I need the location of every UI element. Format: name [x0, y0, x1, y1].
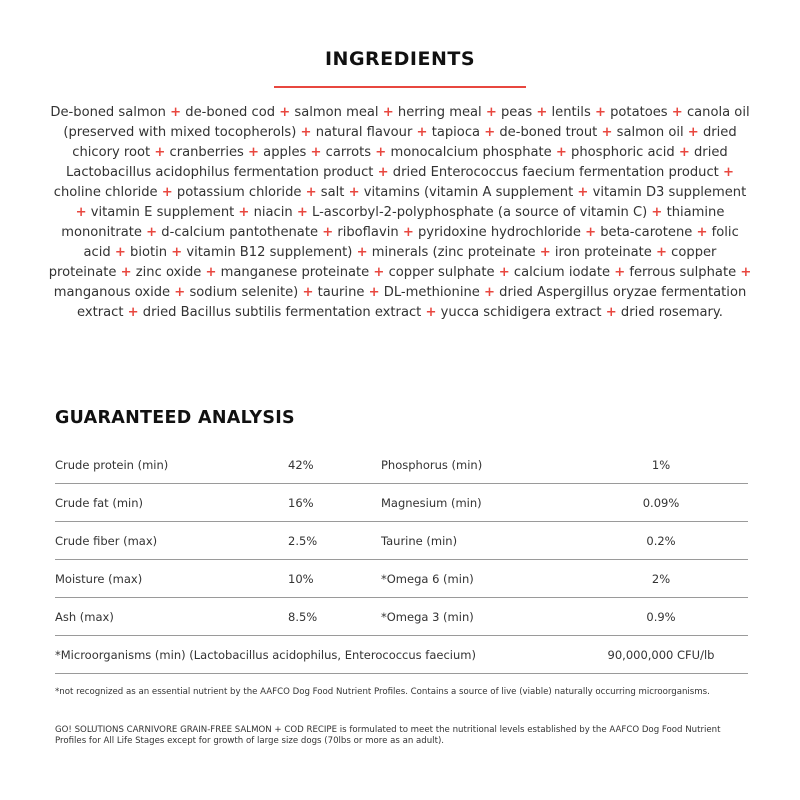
- ingredient-item: monocalcium phosphate: [390, 145, 552, 160]
- ingredient-item: vitamin E supplement: [90, 205, 235, 220]
- ingredient-item: dried Bacillus subtilis fermentation extract: [142, 305, 422, 320]
- analysis-row: [55, 598, 748, 636]
- plus-separator: +: [114, 245, 126, 260]
- plus-separator: +: [594, 105, 606, 120]
- analysis-row: [55, 446, 748, 484]
- nutrient-name: Ash (max): [55, 610, 114, 624]
- ingredient-item: copper proteinate: [48, 245, 717, 280]
- ingredient-item: de-boned cod: [185, 105, 276, 120]
- plus-separator: +: [310, 145, 322, 160]
- plus-separator: +: [651, 205, 663, 220]
- nutrient-name: Crude protein (min): [55, 458, 169, 472]
- ingredient-item: dried Enterococcus faecium fermentation product: [392, 165, 719, 180]
- plus-separator: +: [605, 305, 617, 320]
- ingredient-item: riboflavin: [337, 225, 399, 240]
- asterisk-footnote: *not recognized as an essential nutrient by the AAFCO Dog Food Nutrient Profiles. Contains a source of live (viable) naturally occurring microorganisms.: [55, 687, 710, 697]
- plus-separator: +: [127, 305, 139, 320]
- plus-separator: +: [356, 245, 368, 260]
- nutrient-name: Taurine (min): [381, 534, 458, 548]
- ingredient-item: zinc oxide: [135, 265, 202, 280]
- nutrient-name: *Microorganisms (min) (Lactobacillus acidophilus, Enterococcus faecium): [55, 648, 476, 662]
- nutrient-value: 90,000,000 CFU/lb: [607, 648, 715, 662]
- aafco-statement: GO! SOLUTIONS CARNIVORE GRAIN-FREE SALMON + COD RECIPE is formulated to meet the nutritional levels established by the AAFCO Dog Food Nutrient Profiles for All Life Stages except for growth of large size dogs (70lbs or more as an adult).: [55, 725, 721, 746]
- ingredient-item: yucca schidigera extract: [440, 305, 602, 320]
- ingredient-item: folic acid: [83, 225, 739, 260]
- plus-separator: +: [296, 205, 308, 220]
- ingredient-item: natural flavour: [315, 125, 413, 140]
- nutrient-name: *Omega 3 (min): [381, 610, 474, 624]
- plus-separator: +: [498, 265, 510, 280]
- nutrient-value: 1%: [651, 458, 671, 472]
- nutrient-name: *Omega 6 (min): [381, 572, 474, 586]
- plus-separator: +: [382, 105, 394, 120]
- plus-separator: +: [174, 285, 186, 300]
- ingredient-item: carrots: [325, 145, 372, 160]
- ingredient-item: dried Lactobacillus acidophilus fermentation product: [66, 145, 728, 180]
- ingredient-item: calcium iodate: [513, 265, 611, 280]
- plus-separator: +: [373, 265, 385, 280]
- ingredient-item: potassium chloride: [176, 185, 302, 200]
- nutrient-value: 2.5%: [288, 534, 318, 548]
- nutrient-name: Crude fiber (max): [55, 534, 158, 548]
- analysis-row: [55, 522, 748, 560]
- plus-separator: +: [539, 245, 551, 260]
- ingredients-list: [48, 103, 752, 323]
- nutrient-value: 0.09%: [642, 496, 680, 510]
- ingredient-item: potatoes: [610, 105, 668, 120]
- nutrient-value: 16%: [288, 496, 314, 510]
- ingredient-item: thiamine mononitrate: [61, 205, 725, 240]
- ingredient-item: pyridoxine hydrochloride: [417, 225, 581, 240]
- plus-separator: +: [723, 165, 734, 180]
- plus-separator: +: [161, 185, 173, 200]
- plus-separator: +: [238, 205, 250, 220]
- nutrient-name: Moisture (max): [55, 572, 143, 586]
- plus-separator: +: [485, 105, 497, 120]
- ingredient-item: salmon meal: [294, 105, 379, 120]
- plus-separator: +: [484, 125, 496, 140]
- ingredient-item: copper sulphate: [388, 265, 495, 280]
- ingredient-item: L-ascorbyl-2-polyphosphate (a source of vitamin C): [312, 205, 648, 220]
- ingredients-title-underline: [274, 86, 526, 88]
- plus-separator: +: [248, 145, 259, 160]
- ingredient-item: niacin: [253, 205, 293, 220]
- nutrient-value: 0.9%: [646, 610, 676, 624]
- plus-separator: +: [601, 125, 613, 140]
- nutrient-name: Phosphorus (min): [381, 458, 483, 472]
- nutrient-value: 42%: [288, 458, 314, 472]
- guaranteed-analysis-table: [55, 446, 748, 674]
- ingredient-item: manganese proteinate: [220, 265, 370, 280]
- nutrient-value: 10%: [288, 572, 314, 586]
- ingredient-item: biotin: [130, 245, 168, 260]
- plus-separator: +: [678, 145, 690, 160]
- plus-separator: +: [425, 305, 437, 320]
- ingredient-item: dried rosemary.: [620, 305, 723, 320]
- plus-separator: +: [305, 185, 317, 200]
- plus-separator: +: [348, 185, 360, 200]
- analysis-row: [55, 484, 748, 522]
- ingredient-item: manganous oxide: [53, 285, 171, 300]
- nutrient-name: Crude fat (min): [55, 496, 143, 510]
- ingredient-item: phosphoric acid: [571, 145, 675, 160]
- ingredient-item: iron proteinate: [554, 245, 652, 260]
- ingredient-item: beta-carotene: [600, 225, 693, 240]
- plus-separator: +: [740, 265, 752, 280]
- plus-separator: +: [671, 105, 683, 120]
- ingredient-item: salt: [320, 185, 345, 200]
- plus-separator: +: [416, 125, 428, 140]
- ingredient-item: salmon oil: [616, 125, 684, 140]
- ingredient-item: vitamin B12 supplement): [186, 245, 353, 260]
- ingredient-item: vitamin D3 supplement: [592, 185, 747, 200]
- plus-separator: +: [300, 125, 312, 140]
- plus-separator: +: [555, 145, 567, 160]
- nutrient-value: 2%: [651, 572, 671, 586]
- ingredient-item: canola oil (preserved with mixed tocopherols): [63, 105, 750, 140]
- ingredient-item: cranberries: [169, 145, 244, 160]
- plus-separator: +: [656, 245, 667, 260]
- nutrient-value: 8.5%: [288, 610, 318, 624]
- plus-separator: +: [279, 105, 291, 120]
- plus-separator: +: [614, 265, 626, 280]
- plus-separator: +: [377, 165, 389, 180]
- ingredient-item: tapioca: [431, 125, 481, 140]
- plus-separator: +: [585, 225, 597, 240]
- plus-separator: +: [322, 225, 334, 240]
- nutrient-value: 0.2%: [646, 534, 676, 548]
- plus-separator: +: [302, 285, 314, 300]
- plus-separator: +: [687, 125, 699, 140]
- plus-separator: +: [75, 205, 87, 220]
- plus-separator: +: [171, 245, 183, 260]
- ingredient-item: minerals (zinc proteinate: [371, 245, 536, 260]
- nutrient-name: Magnesium (min): [381, 496, 482, 510]
- ingredient-item: apples: [263, 145, 307, 160]
- plus-separator: +: [484, 285, 495, 300]
- ingredient-item: DL-methionine: [383, 285, 480, 300]
- ingredient-item: herring meal: [397, 105, 482, 120]
- ingredient-item: vitamins (vitamin A supplement: [363, 185, 574, 200]
- ingredient-item: sodium selenite): [189, 285, 299, 300]
- plus-separator: +: [536, 105, 548, 120]
- plus-separator: +: [170, 105, 182, 120]
- ingredient-item: lentils: [551, 105, 591, 120]
- ingredient-item: taurine: [317, 285, 365, 300]
- ingredient-item: peas: [501, 105, 533, 120]
- guaranteed-analysis-title: GUARANTEED ANALYSIS: [55, 408, 295, 428]
- plus-separator: +: [375, 145, 387, 160]
- plus-separator: +: [120, 265, 132, 280]
- ingredient-item: ferrous sulphate: [629, 265, 737, 280]
- ingredient-item: de-boned trout: [499, 125, 598, 140]
- ingredients-title: INGREDIENTS: [324, 48, 476, 70]
- analysis-row-microorganisms: [55, 636, 748, 674]
- analysis-row: [55, 560, 748, 598]
- ingredient-item: d-calcium pantothenate: [161, 225, 319, 240]
- plus-separator: +: [205, 265, 217, 280]
- ingredient-item: choline chloride: [53, 185, 158, 200]
- plus-separator: +: [368, 285, 380, 300]
- ingredient-item: De-boned salmon: [50, 105, 166, 120]
- plus-separator: +: [146, 225, 158, 240]
- ingredient-item: dried Aspergillus oryzae fermentation extract: [77, 285, 747, 320]
- plus-separator: +: [154, 145, 166, 160]
- plus-separator: +: [402, 225, 414, 240]
- plus-separator: +: [696, 225, 708, 240]
- plus-separator: +: [577, 185, 589, 200]
- ingredient-item: dried chicory root: [72, 125, 737, 160]
